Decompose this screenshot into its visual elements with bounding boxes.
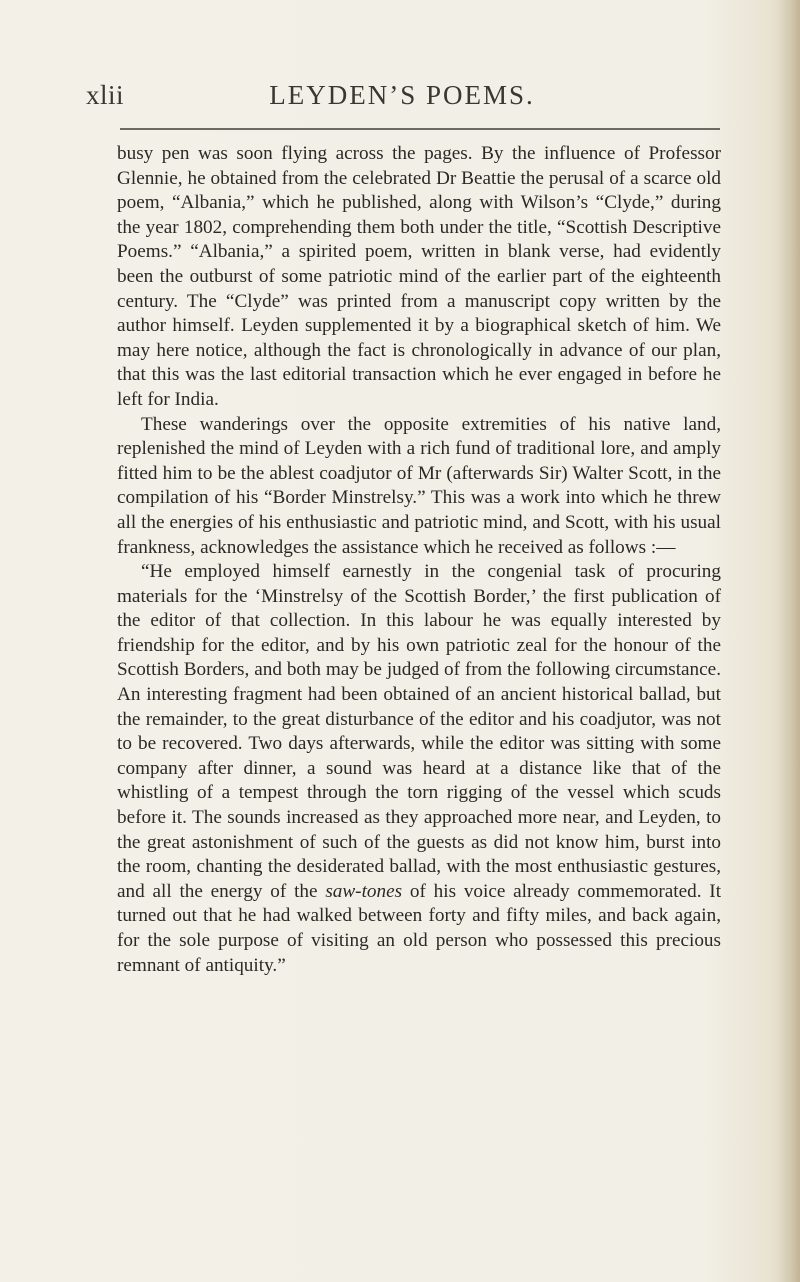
- paragraph-3: [117, 560, 721, 978]
- italic-phrase: saw-tones: [325, 880, 403, 902]
- body-text: [117, 142, 721, 978]
- running-title: LEYDEN’S POEMS.: [269, 80, 535, 110]
- page-edge-shadow: [778, 0, 800, 1282]
- quotation-text-start: “He employed himself earnestly in the congenial task of procuring materials for the ‘Minstrelsy of the Scottish Border,’ the first publication of the editor of that collection. In this labour he was equally interested by friendship for the editor, and by his own patriotic zeal for the honour of the Scottish Borders, and both may be judged of from the following circumstance. An interesting fragment had been obtained of an ancient historical ballad, but the remainder, to the great disturbance of the editor and his coadjutor, was not to be recovered. Two days afterwards, while the editor was sitting with some company after dinner, a sound was heard at a distance like that of the whistling of a tempest through the torn rigging of the vessel which scuds before it. The sounds increased as they approached more near, and Leyden, to the great astonishment of such of the guests as did not know him, burst into the room, chanting the desiderated ballad, with the most enthusiastic gestures, and all the energy of the: [117, 561, 721, 902]
- page-number: xlii: [86, 80, 125, 110]
- paragraph-2: These wanderings over the opposite extremities of his native land, replenished the mind of Leyden with a rich fund of traditional lore, and amply fitted him to be the ablest coadjutor of Mr (afterwards Sir) Walter Scott, in the compilation of his “Border Minstrelsy.” This was a work into which he threw all the energies of his enthusiastic and patriotic mind, and Scott, with his usual frankness, acknowledges the assistance which he received as follows :—: [117, 413, 721, 558]
- quotation-text-end: of his voice already commemorated. It turned out that he had walked between forty and fifty miles, and back again, for the sole purpose of visiting an old person who possessed this precious remnant of antiquity.”: [117, 880, 722, 976]
- paragraph-1: busy pen was soon flying across the pages. By the influence of Professor Glennie, he obtained from the celebrated Dr Beattie the perusal of a scarce old poem, “Albania,” which he published, along with Wilson’s “Clyde,” during the year 1802, comprehending them both under the title, “Scottish Descriptive Poems.” “Albania,” a spirited poem, written in blank verse, had evidently been the outburst of some patriotic mind of the earlier part of the eighteenth century. The “Clyde” was printed from a manuscript copy written by the author himself. Leyden supplemented it by a biographical sketch of him. We may here notice, although the fact is chronologically in advance of our plan, that this was the last editorial transaction which he ever engaged in before he left for India.: [117, 143, 721, 410]
- page-header: [86, 80, 718, 120]
- header-rule: [120, 128, 720, 130]
